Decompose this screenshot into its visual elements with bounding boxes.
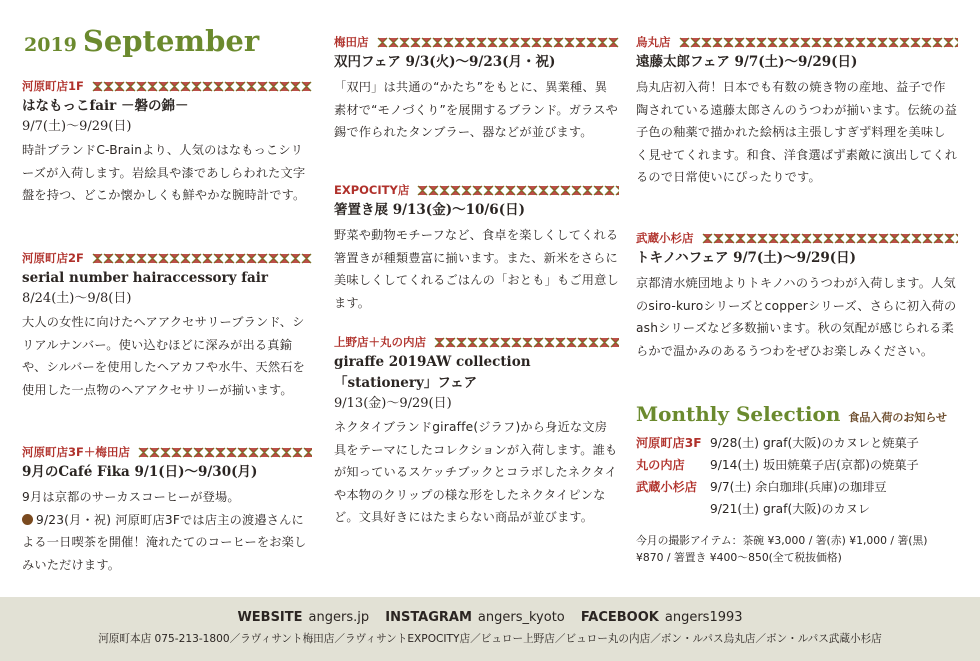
event-date: 9/7(土)〜9/29(日)	[22, 119, 132, 134]
store-tag: 河原町店3F＋梅田店	[22, 445, 130, 459]
monthly-title: Monthly Selection	[636, 402, 841, 426]
monthly-row	[636, 432, 958, 454]
instagram-label: INSTAGRAM	[385, 610, 472, 625]
store-tag: 上野店＋丸の内店	[334, 335, 426, 349]
event-body: ネクタイブランドgiraffe(ジラフ)から身近な文房具をテーマにしたコレクションが入荷します。誰もが知っているスケッチブックとコラボしたネクタイや本物のクリップの様な形をしたネクタイピンなど。文具好きにはたまらない商品が並びます。	[334, 420, 618, 525]
monthly-row	[636, 454, 958, 476]
store-tag-row	[636, 230, 958, 246]
divider-pattern-icon	[92, 253, 312, 264]
event-body: 烏丸店初入荷！日本でも有数の焼き物の産地、益子で作陶されている遠藤太郎さんのうつわが揃います。伝統の益子色の釉薬で描かれた絵柄は主張しすぎず料理を美味しく見せてくれます。和食、洋食選ばず素敵に演出してくれるので日常使いにぴったりです。	[636, 80, 958, 185]
monthly-row	[636, 498, 958, 520]
monthly-text: 9/7(土) 余白珈琲(兵庫)の珈琲豆	[710, 480, 887, 494]
store-tag-row	[334, 34, 619, 50]
divider-pattern-icon	[92, 81, 312, 92]
facebook-label: FACEBOOK	[580, 610, 659, 625]
event-title: トキノハフェア 9/7(土)〜9/29(日)	[636, 250, 857, 266]
event-date: 8/24(土)〜9/8(日)	[22, 291, 132, 306]
event-title: 遠藤太郎フェア 9/7(土)〜9/29(日)	[636, 54, 858, 70]
event-tokinoha	[636, 230, 958, 362]
monthly-row	[636, 476, 958, 498]
monthly-text: 9/21(土) graf(大阪)のカヌレ	[710, 502, 871, 516]
event-title: serial number hairaccessory fair	[22, 270, 268, 286]
monthly-heading	[636, 402, 958, 426]
event-body: 大人の女性に向けたヘアアクセサリーブランド、シリアルナンバー。使い込むほどに深みが出る真鍮や、シルバーを使用したヘアカフや水牛、天然石を使用した一点物のヘアアクセサリーが揃います。	[22, 315, 306, 397]
facebook-link[interactable]: angers1993	[664, 610, 743, 625]
store-tag: 河原町店2F	[22, 251, 84, 265]
event-body: 時計ブランドC-Brainより、人気のはなもっこシリーズが入荷します。岩絵具や漆であしらわれた文字盤を持つ、どこか懐かしくも鮮やかな腕時計です。	[22, 143, 306, 203]
event-hashioki	[334, 182, 619, 314]
footer	[0, 597, 980, 661]
footer-links	[0, 610, 980, 625]
divider-pattern-icon	[377, 37, 620, 48]
divider-pattern-icon	[417, 185, 619, 196]
monthly-text: 9/28(土) graf(大阪)のカヌレと焼菓子	[710, 436, 919, 450]
store-tag: EXPOCITY店	[334, 183, 410, 197]
event-title: 箸置き展 9/13(金)〜10/6(日)	[334, 202, 525, 218]
store-tag-row	[22, 444, 312, 460]
event-body	[22, 486, 312, 576]
monthly-store: 丸の内店	[636, 458, 685, 472]
monthly-text: 9/14(土) 坂田焼菓子店(京都)の焼菓子	[710, 458, 919, 472]
event-body: 京都清水焼団地よりトキノハのうつわが入荷します。人気のsiro-kuroシリーズとcopperシリーズ、さらに初入荷のashシリーズなど多数揃います。秋の気配が感じられる柔らかで温かみのあるうつわをぜひお楽しみください。	[636, 276, 957, 358]
event-body-text: 9/23(月・祝) 河原町店3Fでは店主の渡邉さんによる一日喫茶を開催！淹れたてのコーヒーをお楽しみいただけます。	[22, 512, 307, 572]
event-cafe-fika	[22, 444, 312, 576]
store-tag: 烏丸店	[636, 35, 671, 49]
month-heading	[24, 24, 259, 58]
website-link[interactable]: angers.jp	[308, 610, 370, 625]
event-endo-taro	[636, 34, 958, 189]
event-hanamokko	[22, 78, 312, 207]
event-title: 双円フェア 9/3(火)〜9/23(月・祝)	[334, 54, 556, 70]
store-tag: 河原町店1F	[22, 79, 84, 93]
monthly-store: 武蔵小杉店	[636, 480, 697, 494]
event-body: 「双円」は共通の“かたち”をもとに、異業種、異素材で“モノづくり”を展開するブランド。ガラスや錫で作られたタンブラー、器などが並びます。	[334, 80, 618, 140]
event-title-2: 「stationery」フェア	[334, 375, 478, 391]
store-tag-row	[636, 34, 958, 50]
year-label: 2019	[24, 34, 77, 56]
store-tag-row	[334, 182, 619, 198]
divider-pattern-icon	[702, 233, 959, 244]
store-tag-row	[334, 334, 619, 350]
divider-pattern-icon	[679, 37, 959, 48]
event-title: giraffe 2019AW collection	[334, 354, 531, 370]
month-label: September	[82, 24, 260, 58]
event-souen	[334, 34, 619, 144]
event-body: 野菜や動物モチーフなど、食卓を楽しくしてくれる箸置きが種類豊富に揃います。また、新米をさらに美味しくしてくれるごはんの「おとも」もご用意します。	[334, 228, 619, 310]
store-tag-row	[22, 250, 312, 266]
store-tag: 武蔵小杉店	[636, 231, 694, 245]
event-giraffe	[334, 334, 619, 529]
monthly-store	[636, 498, 710, 520]
event-date: 9/13(金)〜9/29(日)	[334, 396, 452, 411]
divider-pattern-icon	[138, 447, 312, 458]
store-tag-row	[22, 78, 312, 94]
event-serial-number	[22, 250, 312, 401]
event-body-line: 9月は京都のサーカスコーヒーが登場。	[22, 490, 240, 504]
event-body-cafe	[22, 509, 312, 577]
instagram-link[interactable]: angers_kyoto	[477, 610, 565, 625]
monthly-selection	[636, 402, 958, 566]
footer-store-list: 河原町本店 075-213-1800／ラヴィサント梅田店／ラヴィサントEXPOCITY店／ビュロー上野店／ビュロー丸の内店／ボン・ルパス烏丸店／ボン・ルパス武蔵小杉店	[98, 633, 882, 645]
monthly-store: 河原町店3F	[636, 436, 702, 450]
store-tag: 梅田店	[334, 35, 369, 49]
monthly-subtitle: 食品入荷のお知らせ	[848, 411, 948, 424]
event-title: はなもっこfair －磐の錦－	[22, 98, 189, 114]
divider-pattern-icon	[434, 337, 619, 348]
website-label: WEBSITE	[237, 610, 303, 625]
photo-item-note: 今月の撮影アイテム：茶碗 ¥3,000 / 箸(赤) ¥1,000 / 箸(黒) ¥870 / 箸置き ¥400〜850(全て税抜価格)	[636, 534, 928, 564]
coffee-bean-icon	[22, 514, 33, 525]
event-title: 9月のCafé Fika 9/1(日)〜9/30(月)	[22, 464, 258, 480]
